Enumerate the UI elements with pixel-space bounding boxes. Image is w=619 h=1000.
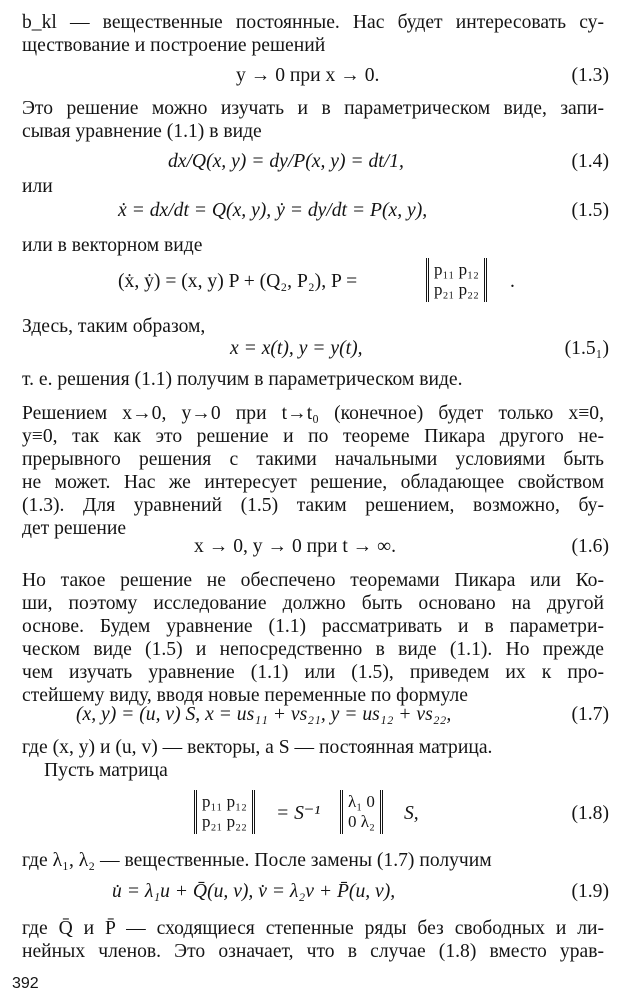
formula-1-8-mid: = S⁻¹ bbox=[276, 803, 321, 824]
text-line-3: Это решение можно изучать и в параметрическом виде, запи- bbox=[22, 98, 604, 119]
formula-vector-tail: . bbox=[510, 271, 515, 292]
text-line-21: где (x, y) и (u, v) — векторы, а S — постоянная матрица. bbox=[22, 737, 493, 758]
formula-1-3-number: (1.3) bbox=[571, 65, 609, 86]
text-line-15: Но такое решение не обеспечено теоремами Пикара или Ко- bbox=[22, 570, 604, 591]
text-line-17: основе. Будем уравнение (1.1) рассматривать и в параметри- bbox=[22, 616, 604, 637]
text-line-18: ческом виде (1.5) и непосредственно в виде (1.1). Но прежде bbox=[22, 639, 604, 660]
formula-1-4-expr: dx/Q(x, y) = dy/P(x, y) = dt/1, bbox=[168, 151, 404, 172]
formula-1-8-tail: S, bbox=[404, 803, 419, 824]
formula-1-3-expr: y → 0 при x → 0. bbox=[236, 65, 380, 86]
matrix-lambda-row-2: 0 λ₂ bbox=[348, 812, 375, 831]
text-line-11: прерывного решения с такими начальными условиями быть bbox=[22, 449, 604, 470]
text-line-19: чем изучать уравнение (1.1) или (1.5), приведем их к про- bbox=[22, 662, 604, 683]
text-line-23: где λ₁, λ₂ — вещественные. После замены (1.7) получим bbox=[22, 850, 492, 871]
text-line-12: не может. Нас же интересует решение, обладающее свойством bbox=[22, 472, 604, 493]
page-number: 392 bbox=[12, 975, 39, 992]
text-line-20: стейшему виду, вводя новые переменные по формуле bbox=[22, 685, 468, 706]
text-line-1: b_kl — вещественные постоянные. Нас будет интересовать су- bbox=[22, 12, 604, 33]
text-line-7: Здесь, таким образом, bbox=[22, 316, 206, 337]
matrix-p bbox=[426, 258, 487, 302]
matrix-p-left-row-2: p₂₁ p₂₂ bbox=[202, 812, 247, 831]
text-line-10: y≡0, так как это решение и по теореме Пикара другого не- bbox=[22, 426, 604, 447]
text-line-16: ши, поэтому исследование должно быть основано на другой bbox=[22, 593, 604, 614]
formula-1-8-number: (1.8) bbox=[571, 803, 609, 824]
formula-1-6-number: (1.6) bbox=[571, 536, 609, 557]
text-line-22: Пусть матрица bbox=[44, 760, 168, 781]
matrix-lambda-row-1: λ₁ 0 bbox=[348, 792, 375, 811]
matrix-p-row-2: p₂₁ p₂₂ bbox=[434, 280, 479, 299]
formula-1-5-expr: ẋ = dx/dt = Q(x, y), ẏ = dy/dt = P(x, y), bbox=[118, 200, 428, 221]
formula-1-8 bbox=[0, 790, 619, 842]
formula-1-7-expr: (x, y) = (u, v) S, x = us₁₁ + vs₂₁, y = us₁₂ + vs₂₂, bbox=[76, 704, 452, 725]
text-line-24: где Q̄ и P̄ — сходящиеся степенные ряды без свободных и ли- bbox=[22, 918, 604, 939]
text-line-25: нейных членов. Это означает, что в случае (1.8) вместо урав- bbox=[22, 941, 604, 962]
formula-1-9-number: (1.9) bbox=[571, 881, 609, 902]
formula-1-5-number: (1.5) bbox=[571, 200, 609, 221]
formula-vector-expr: (ẋ, ẏ) = (x, y) P + (Q₂, P₂), P = bbox=[118, 271, 358, 292]
text-line-4: сывая уравнение (1.1) в виде bbox=[22, 121, 262, 142]
text-line-14: дет решение bbox=[22, 518, 127, 539]
text-line-8: т. е. решения (1.1) получим в параметрическом виде. bbox=[22, 369, 463, 390]
formula-1-7-number: (1.7) bbox=[571, 704, 609, 725]
formula-1-6-expr: x → 0, y → 0 при t → ∞. bbox=[194, 536, 397, 557]
text-line-13: (1.3). Для уравнений (1.5) таким решением, возможно, бу- bbox=[22, 495, 604, 516]
formula-1-4-number: (1.4) bbox=[571, 151, 609, 172]
formula-1-5-1-number: (1.5₁) bbox=[564, 338, 609, 359]
formula-1-9-expr: u̇ = λ₁u + Q̄(u, v), v̇ = λ₂v + P̄(u, v), bbox=[112, 881, 396, 902]
text-line-6: или в векторном виде bbox=[22, 235, 203, 256]
text-line-9: Решением x→0, y→0 при t→t₀ (конечное) будет только x≡0, bbox=[22, 403, 604, 424]
matrix-p-left bbox=[194, 790, 255, 834]
matrix-p-left-row-1: p₁₁ p₁₂ bbox=[202, 792, 247, 811]
formula-1-5-1-expr: x = x(t), y = y(t), bbox=[230, 338, 363, 359]
text-line-5: или bbox=[22, 176, 53, 197]
matrix-lambda bbox=[340, 790, 383, 834]
matrix-p-row-1: p₁₁ p₁₂ bbox=[434, 260, 479, 279]
text-line-2: ществование и построение решений bbox=[22, 35, 326, 56]
